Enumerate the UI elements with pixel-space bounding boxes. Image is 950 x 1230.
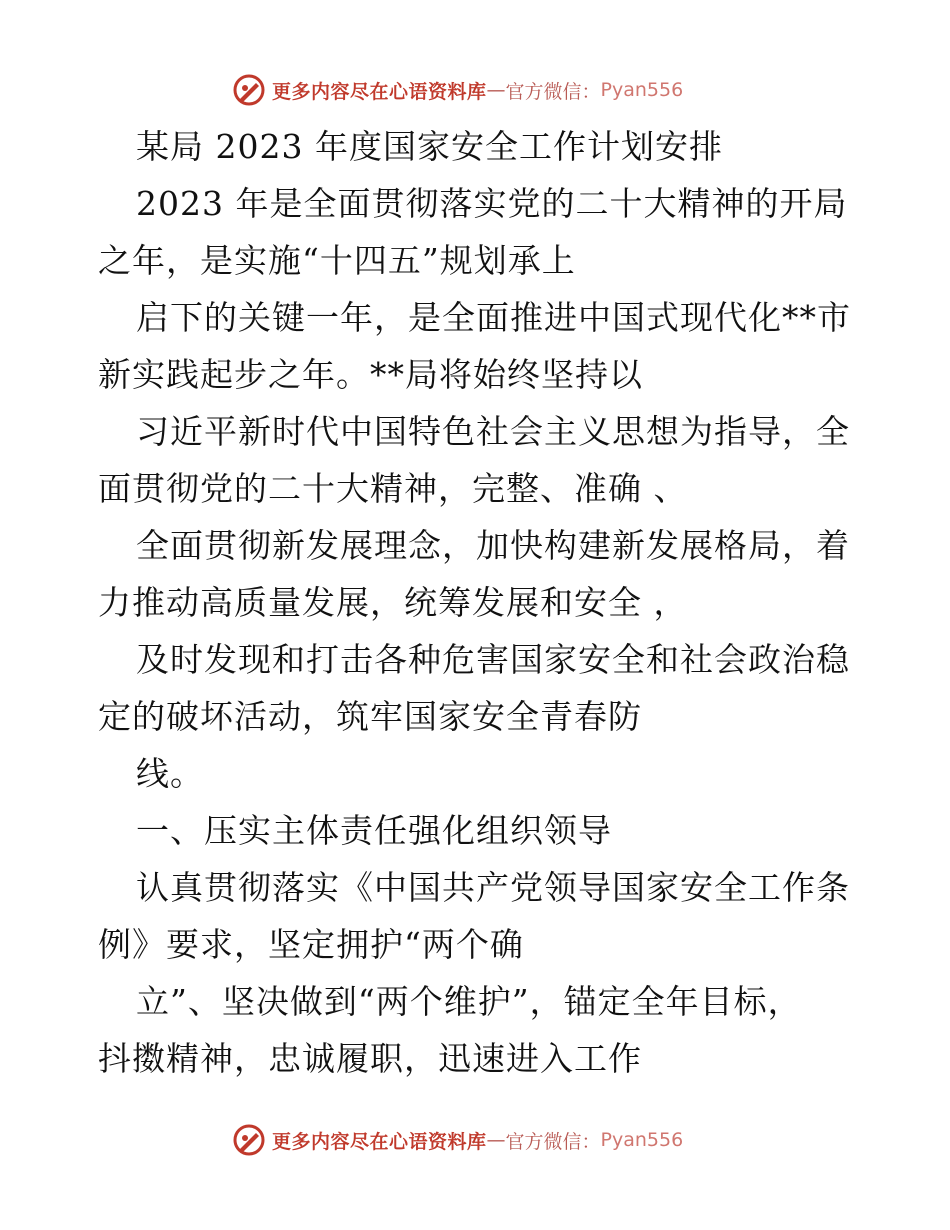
paragraph-line: 抖擞精神，忠诚履职，迅速进入工作	[98, 1039, 642, 1078]
logo-icon	[232, 1123, 266, 1157]
watermark-separator: —	[486, 79, 506, 101]
paragraph-line: 例》要求，坚定拥护“两个确	[98, 925, 524, 964]
paragraph-line: 力推动高质量发展，统筹发展和安全 ，	[98, 583, 688, 622]
paragraph-line: 一、压实主体责任强化组织领导	[136, 811, 612, 850]
paragraph-line: 定的破坏活动，筑牢国家安全青春防	[98, 697, 642, 736]
document-body	[98, 118, 858, 1087]
paragraph-line: 启下的关键一年，是全面推进中国式现代化**市	[136, 298, 851, 337]
paragraph-line: 之年，是实施“十四五”规划承上	[98, 241, 576, 280]
watermark-main-text: 更多内容尽在心语资料库	[272, 1130, 487, 1153]
watermark-separator: —	[486, 1129, 506, 1151]
watermark-footer	[232, 1120, 683, 1160]
paragraph-line: 立”、坚决做到“两个维护”，锚定全年目标，	[136, 982, 802, 1021]
watermark-main-text: 更多内容尽在心语资料库	[272, 80, 487, 103]
paragraph-line: 线。	[136, 754, 204, 793]
paragraph-line: 面贯彻党的二十大精神，完整、准确 、	[98, 469, 688, 508]
paragraph-line: 习近平新时代中国特色社会主义思想为指导，全	[136, 412, 850, 451]
watermark-label: 官方微信：	[505, 1130, 601, 1153]
watermark-id: Pyan556	[600, 79, 684, 101]
paragraph-line: 全面贯彻新发展理念，加快构建新发展格局，着	[136, 526, 850, 565]
logo-icon	[232, 73, 266, 107]
paragraph-line: 新实践起步之年。**局将始终坚持以	[98, 355, 643, 394]
paragraph-line: 及时发现和打击各种危害国家安全和社会政治稳	[136, 640, 850, 679]
paragraph-line: 认真贯彻落实《中国共产党领导国家安全工作条	[136, 868, 850, 907]
paragraph-line: 2023 年是全面贯彻落实党的二十大精神的开局	[136, 184, 848, 223]
watermark-label: 官方微信：	[505, 80, 601, 103]
watermark-header	[232, 70, 683, 110]
document-title: 某局 2023 年度国家安全工作计划安排	[136, 127, 723, 166]
watermark-id: Pyan556	[600, 1129, 684, 1151]
